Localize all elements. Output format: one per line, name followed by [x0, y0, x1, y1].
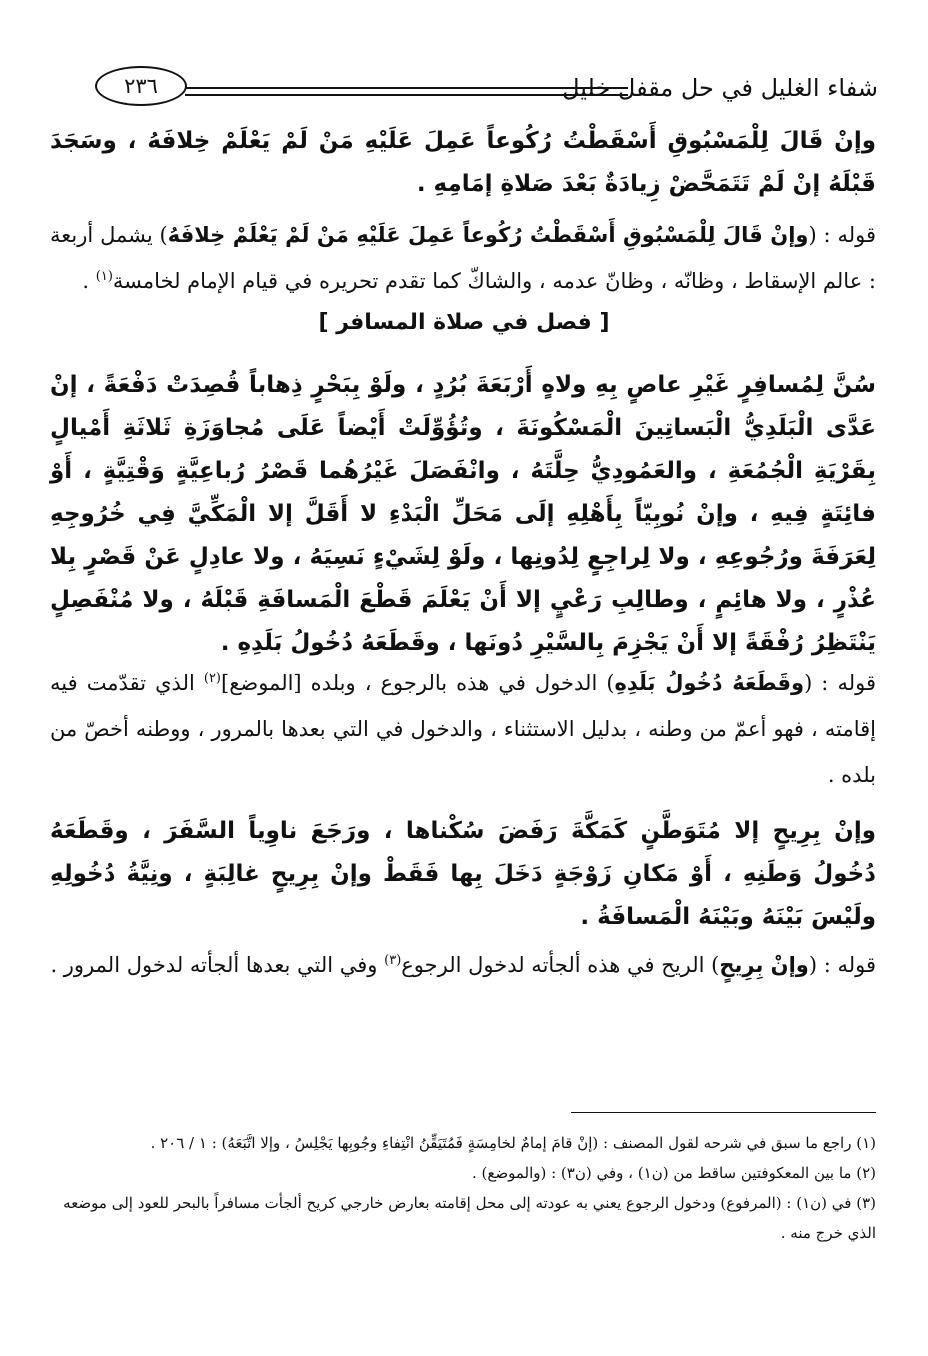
- section-title: [ فصل في صلاة المسافر ]: [318, 310, 610, 335]
- quoted-matn: وإنْ قَالَ لِلْمَسْبُوقِ أَسْقَطْتُ رُكُوعاً عَمِلَ عَلَيْهِ مَنْ لَمْ يَعْلَمْ خِلافَهُ: [167, 223, 809, 247]
- header-rule: [185, 87, 628, 96]
- commentary-paragraph-3: [50, 942, 876, 988]
- page-number: ٢٣٦: [95, 66, 187, 106]
- commentary-lead: قوله : (: [808, 223, 876, 247]
- footnote-ref-2: (٢): [203, 671, 221, 686]
- footnote-2: (٢) ما بين المعكوفتين ساقط من (ن١) ، وفي (ن٣) : (والموضع) .: [471, 1164, 876, 1182]
- commentary-lead: قوله : (: [808, 953, 876, 977]
- commentary-end: .: [82, 269, 90, 293]
- footnote-separator: [571, 1112, 876, 1113]
- commentary-text: وفي التي بعدها ألجأته لدخول المرور .: [50, 953, 385, 977]
- page-header: [95, 62, 878, 112]
- book-title: شفاء الغليل في حل مقفل خليل: [562, 74, 878, 102]
- footnote-ref-3: (٣): [384, 953, 402, 968]
- commentary-paragraph-2: [50, 660, 876, 798]
- footnotes: [50, 1128, 876, 1248]
- commentary-paragraph-1: [50, 212, 876, 304]
- commentary-text: ) الريح في هذه ألجأته لدخول الرجوع: [401, 953, 720, 977]
- matn-paragraph-1: وإنْ قَالَ لِلْمَسْبُوقِ أَسْقَطْتُ رُكُوعاً عَمِلَ عَلَيْهِ مَنْ لَمْ يَعْلَمْ خِلافَهُ ، وسَجَدَ قَبْلَهُ إنْ لَمْ تَتَمَحَّضْ زِيادَةٌ بَعْدَ صَلاةِ إمَامِهِ .: [50, 128, 876, 197]
- matn-paragraph-3: وإنْ بِرِيحٍ إلا مُتَوَطَّنٍ كَمَكَّةَ رَفَضَ سُكْناها ، ورَجَعَ ناوِياً السَّفَرَ ، وقَطَعَهُ دُخُولُ وَطَنِهِ ، أَوْ مَكانِ زَوْجَةٍ دَخَلَ بِها فَقَطْ وإنْ بِرِيحٍ غالِبَةٍ ، ونِيَّةُ دُخُولِهِ ولَيْسَ بَيْنَهُ وبَيْنَهُ الْمَسافَةُ .: [50, 818, 876, 930]
- footnote-ref-1: (١): [95, 269, 113, 284]
- commentary-text: ) يشمل أربعة : عالم الإسقاط ، وظانّه ، وظانّ عدمه ، والشاكّ كما تقدم تحريره في قيام الإمام لخامسة: [50, 223, 876, 293]
- commentary-text: ) الدخول في هذه بالرجوع ، وبلده [الموضع]: [221, 671, 615, 695]
- footnote-1: (١) راجع ما سبق في شرحه لقول المصنف : (إنْ قامَ إمامٌ لخامِسَةٍ فَمُتَيَقِّنُ انْتِفاءِ وجُوبِها يَجْلِسُ ، وإلا اتَّبَعَهُ) : ١ / ٢٠٦ .: [150, 1134, 876, 1152]
- footnote-3: (٣) في (ن١) : (المرفوع) ودخول الرجوع يعني به عودته إلى محل إقامته بعارض خارجي كريح ألجأت مسافراً بالبحر للعود إلى موضعه الذي خرج منه .: [63, 1194, 876, 1242]
- commentary-text: الذي تقدّمت فيه إقامته ، فهو أعمّ من وطنه ، بدليل الاستثناء ، والدخول في التي بعدها بالمرور ، ووطنه أخصّ من بلده .: [50, 671, 876, 787]
- quoted-matn: وقَطَعَهُ دُخُولُ بَلَدِهِ: [614, 671, 805, 695]
- commentary-lead: قوله : (: [804, 671, 876, 695]
- matn-paragraph-2: سُنَّ لِمُسافِرٍ غَيْرِ عاصٍ بِهِ ولاهٍ أَرْبَعَةَ بُرُدٍ ، ولَوْ بِبَحْرٍ ذِهاباً قُصِدَتْ دَفْعَةً ، إنْ عَدَّى الْبَلَدِيُّ الْبَساتِينَ الْمَسْكُونَةَ ، وتُؤُوِّلَتْ أَيْضاً عَلَى مُجاوَزَةِ ثَلاثَةِ أَمْيالٍ بِقَرْيَةِ الْجُمُعَةِ ، والعَمُودِيُّ حِلَّتَهُ ، وانْفَصَلَ غَيْرُهُما قَصْرُ رُباعِيَّةٍ وَقْتِيَّةٍ ، أَوْ فائِتَةٍ فِيهِ ، وإنْ نُوبِيّاً بِأَهْلِهِ إلَى مَحَلِّ الْبَدْءِ لا أَقَلَّ إلا الْمَكِّيَّ فِي خُرُوجِهِ لِعَرَفَةَ ورُجُوعِهِ ، ولا لِراجِعٍ لِدُونِها ، ولَوْ لِشَيْءٍ نَسِيَهُ ، ولا عادِلٍ عَنْ قَصْرٍ بِلا عُذْرٍ ، ولا هائِمٍ ، وطالِبِ رَعْيٍ إلا أَنْ يَعْلَمَ قَطْعَ الْمَسافَةِ قَبْلَهُ ، ولا مُنْفَصِلٍ يَنْتَظِرُ رُفْقَةً إلا أَنْ يَجْزِمَ بِالسَّيْرِ دُونَها ، وقَطَعَهُ دُخُولُ بَلَدِهِ .: [50, 372, 876, 656]
- quoted-matn: وإنْ بِرِيحٍ: [719, 953, 809, 977]
